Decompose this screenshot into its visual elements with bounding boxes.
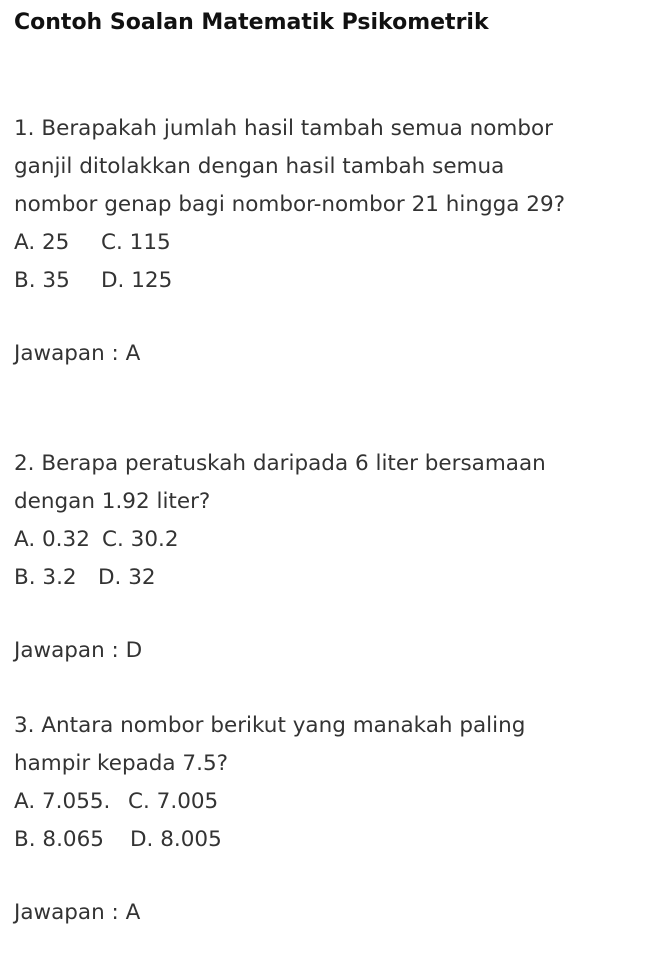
question-3-options-row-1 [14,783,664,821]
question-3 [14,707,664,859]
question-3-option-c: C. 7.005 [128,789,219,814]
question-1 [14,110,664,300]
question-2-option-d: D. 32 [98,565,156,590]
question-2-option-c: C. 30.2 [102,527,179,552]
question-1-option-d: D. 125 [101,268,173,293]
page-title: Contoh Soalan Matematik Psikometrik [14,10,489,35]
question-1-line-1: 1. Berapakah jumlah hasil tambah semua nombor [14,116,554,141]
question-1-line-3: nombor genap bagi nombor-nombor 21 hingga 29? [14,192,566,217]
question-3-options-row-2 [14,821,664,859]
question-2-line-2: dengan 1.92 liter? [14,489,211,514]
question-1-option-a: A. 25 [14,230,70,255]
question-3-option-b: B. 8.065 [14,827,104,852]
question-1-options-row-2 [14,262,664,300]
question-3-answer: Jawapan : A [14,900,141,925]
question-2-options-row-2 [14,559,664,597]
question-2-line-1: 2. Berapa peratuskah daripada 6 liter bersamaan [14,451,546,476]
question-1-options-row-1 [14,224,664,262]
question-1-line-2: ganjil ditolakkan dengan hasil tambah semua [14,154,505,179]
question-2-options-row-1 [14,521,664,559]
question-2-option-a: A. 0.32 [14,527,90,552]
question-1-option-c: C. 115 [101,230,171,255]
question-2-answer: Jawapan : D [14,638,143,663]
question-2 [14,445,664,597]
question-3-option-a: A. 7.055. [14,789,111,814]
question-1-option-b: B. 35 [14,268,70,293]
question-3-line-2: hampir kepada 7.5? [14,751,229,776]
question-3-option-d: D. 8.005 [130,827,222,852]
question-1-answer: Jawapan : A [14,341,141,366]
question-3-line-1: 3. Antara nombor berikut yang manakah paling [14,713,526,738]
question-2-option-b: B. 3.2 [14,565,77,590]
